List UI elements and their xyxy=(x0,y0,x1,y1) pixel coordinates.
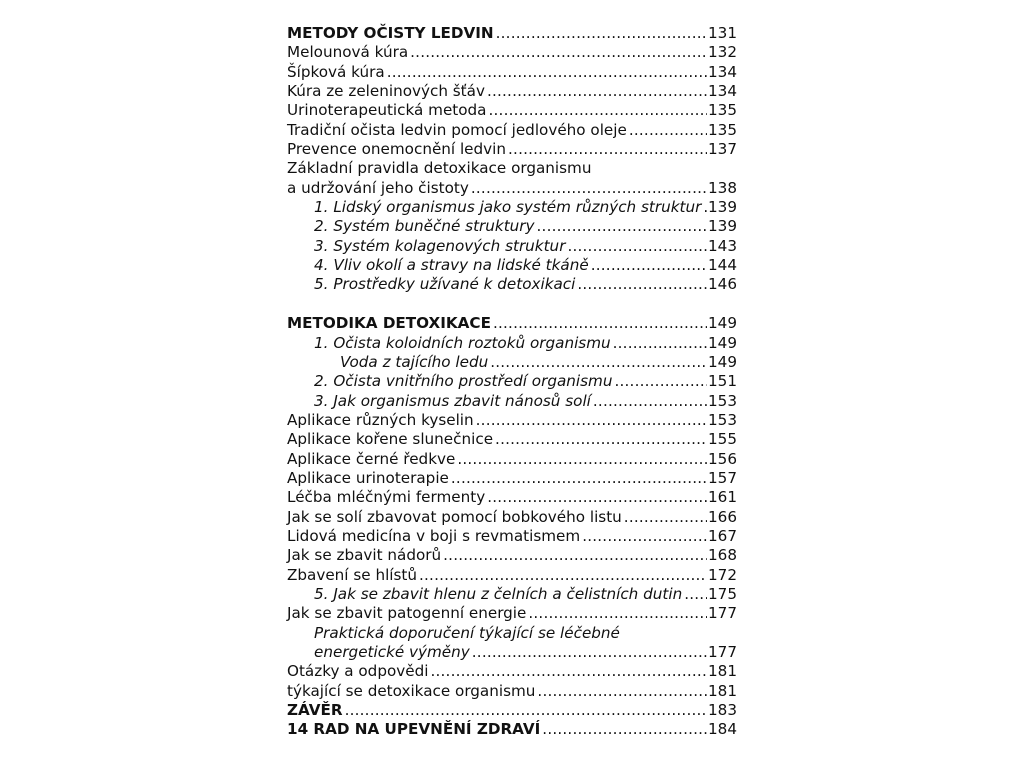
toc-page-number: 149 xyxy=(708,352,737,371)
toc-entry xyxy=(287,624,737,643)
toc-leader-dots xyxy=(490,353,707,372)
toc-entry-label: Urinoterapeutická metoda xyxy=(287,101,487,120)
toc-entry xyxy=(287,179,737,198)
toc-entry xyxy=(287,334,737,353)
toc-entry xyxy=(287,527,737,546)
toc-entry-label: Aplikace různých kyselin xyxy=(287,410,474,429)
toc-leader-dots xyxy=(629,121,707,140)
toc-page-number: 156 xyxy=(708,449,737,468)
toc-leader-dots xyxy=(496,24,707,43)
toc-entry-label: Voda z tajícího ledu xyxy=(340,352,489,371)
toc-page-number: 177 xyxy=(708,643,737,661)
toc-page-number: 157 xyxy=(708,468,737,487)
toc-page-number: 184 xyxy=(708,720,737,739)
toc-entry-label: Jak se solí zbavovat pomocí bobkového listu xyxy=(287,507,622,526)
toc-leader-dots xyxy=(471,179,707,198)
toc-entry xyxy=(287,566,737,585)
toc-entry xyxy=(287,469,737,488)
toc-page-number: 172 xyxy=(708,565,737,584)
toc-page-number: 153 xyxy=(708,391,737,410)
toc-leader-dots xyxy=(542,720,707,739)
toc-page-number: 149 xyxy=(708,333,737,352)
toc-entry-label: Praktická doporučení týkající se léčebné xyxy=(314,623,620,642)
toc-entry xyxy=(287,643,737,662)
toc-entry xyxy=(287,682,737,701)
toc-entry xyxy=(287,63,737,82)
toc-entry xyxy=(287,720,737,739)
toc-entry xyxy=(287,198,737,217)
toc-entry xyxy=(287,314,737,333)
toc-entry-label: METODY OČISTY LEDVIN xyxy=(287,24,494,42)
toc-entry-label: Melounová kúra xyxy=(287,43,409,62)
toc-leader-dots xyxy=(387,63,707,82)
toc-entry xyxy=(287,488,737,507)
toc-entry xyxy=(287,392,737,411)
toc-page-number: 181 xyxy=(708,662,737,681)
toc-leader-dots xyxy=(430,662,707,681)
toc-page-number: 135 xyxy=(708,120,737,139)
toc-entry-label: 5. Prostředky užívané k detoxikaci xyxy=(314,275,576,294)
toc-leader-dots xyxy=(487,82,707,101)
toc-entry xyxy=(287,24,737,43)
toc-page-number: 139 xyxy=(708,217,737,236)
toc-page-number: 134 xyxy=(708,82,737,101)
toc-leader-dots xyxy=(567,237,707,256)
toc-entry xyxy=(287,546,737,565)
toc-entry xyxy=(287,508,737,527)
toc-entry xyxy=(287,701,737,720)
toc-entry xyxy=(287,662,737,681)
toc-page-number: 153 xyxy=(708,410,737,429)
table-of-contents xyxy=(287,24,737,740)
toc-entry-label: Zbavení se hlístů xyxy=(287,565,417,584)
toc-page-number: 166 xyxy=(708,507,737,526)
toc-leader-dots xyxy=(528,604,707,623)
toc-page-number: 138 xyxy=(708,178,737,197)
toc-page-number: 132 xyxy=(708,43,737,62)
toc-entry-label: Prevence onemocnění ledvin xyxy=(287,140,507,159)
toc-entry xyxy=(287,237,737,256)
toc-leader-dots xyxy=(508,140,707,159)
toc-leader-dots xyxy=(443,546,707,565)
toc-leader-dots xyxy=(537,682,707,701)
toc-leader-dots xyxy=(593,392,707,411)
toc-entry-label: 5. Jak se zbavit hlenu z čelních a čelistních dutin xyxy=(314,584,683,603)
toc-entry xyxy=(287,256,737,275)
toc-entry xyxy=(287,430,737,449)
toc-page-number: 167 xyxy=(708,526,737,545)
toc-entry xyxy=(287,372,737,391)
toc-entry-label: 3. Jak organismus zbavit nánosů solí xyxy=(314,391,591,410)
toc-entry-label: Základní pravidla detoxikace organismu xyxy=(287,159,592,178)
toc-leader-dots xyxy=(419,566,707,585)
toc-page-number: 168 xyxy=(708,546,737,565)
toc-entry xyxy=(287,604,737,623)
toc-entry-label: Tradiční očista ledvin pomocí jedlového oleje xyxy=(287,120,627,139)
toc-entry-label: Aplikace urinoterapie xyxy=(287,468,449,487)
toc-leader-dots xyxy=(488,101,707,120)
toc-page-number: 137 xyxy=(708,140,737,159)
toc-page-number: 149 xyxy=(708,314,737,333)
toc-leader-dots xyxy=(487,488,707,507)
toc-page-number: 139 xyxy=(708,198,737,217)
toc-page-number: 135 xyxy=(708,101,737,120)
toc-leader-dots xyxy=(410,43,707,62)
toc-entry xyxy=(287,275,737,294)
toc-entry-label: Kúra ze zeleninových šťáv xyxy=(287,82,485,101)
toc-leader-dots xyxy=(614,372,707,391)
toc-page-number: 151 xyxy=(708,372,737,391)
toc-leader-dots xyxy=(703,198,707,217)
toc-leader-dots xyxy=(345,701,707,720)
toc-leader-dots xyxy=(457,450,707,469)
toc-page-number: 131 xyxy=(708,24,737,42)
toc-entry-label: 14 RAD NA UPEVNĚNÍ ZDRAVÍ xyxy=(287,720,541,739)
toc-entry-label: Aplikace černé ředkve xyxy=(287,449,456,468)
toc-entry-label: ZÁVĚR xyxy=(287,701,343,720)
toc-page-number: 146 xyxy=(708,275,737,294)
toc-entry-label: 3. Systém kolagenových struktur xyxy=(314,236,566,255)
toc-leader-dots xyxy=(495,430,707,449)
toc-leader-dots xyxy=(493,314,707,333)
toc-entry-label: 2. Očista vnitřního prostředí organismu xyxy=(314,372,613,391)
toc-entry xyxy=(287,450,737,469)
toc-page-number: 134 xyxy=(708,62,737,81)
toc-entry-label: Jak se zbavit nádorů xyxy=(287,546,442,565)
toc-entry xyxy=(287,159,737,178)
toc-leader-dots xyxy=(476,411,707,430)
toc-entry xyxy=(287,217,737,236)
toc-entry xyxy=(287,82,737,101)
toc-page-number: 177 xyxy=(708,604,737,623)
toc-entry-label: energetické výměny xyxy=(314,643,470,661)
toc-entry-label: Jak se zbavit patogenní energie xyxy=(287,604,527,623)
toc-page-number: 144 xyxy=(708,256,737,275)
toc-entry xyxy=(287,353,737,372)
toc-leader-dots xyxy=(684,585,707,604)
toc-entry-label: týkající se detoxikace organismu xyxy=(287,681,536,700)
toc-leader-dots xyxy=(451,469,707,488)
toc-entry-label: Léčba mléčnými fermenty xyxy=(287,488,486,507)
toc-leader-dots xyxy=(624,508,707,527)
toc-entry xyxy=(287,140,737,159)
toc-leader-dots xyxy=(472,643,707,662)
toc-leader-dots xyxy=(577,275,707,294)
toc-page-number: 143 xyxy=(708,236,737,255)
toc-leader-dots xyxy=(591,256,707,275)
toc-entry-label: Šípková kúra xyxy=(287,62,385,81)
toc-entry xyxy=(287,121,737,140)
toc-page-number: 183 xyxy=(708,701,737,720)
toc-entry-label: METODIKA DETOXIKACE xyxy=(287,314,491,333)
toc-entry-label: a udržování jeho čistoty xyxy=(287,178,469,197)
toc-entry xyxy=(287,43,737,62)
toc-leader-dots xyxy=(537,217,707,236)
toc-entry-label: 2. Systém buněčné struktury xyxy=(314,217,535,236)
toc-entry xyxy=(287,411,737,430)
toc-entry-label: 1. Lidský organismus jako systém různých struktur xyxy=(314,198,702,217)
toc-page-number: 155 xyxy=(708,430,737,449)
toc-page-number: 181 xyxy=(708,681,737,700)
toc-page-number: 175 xyxy=(708,584,737,603)
toc-entry-label: Lidová medicína v boji s revmatismem xyxy=(287,526,581,545)
toc-leader-dots xyxy=(582,527,707,546)
toc-entry-label: 4. Vliv okolí a stravy na lidské tkáně xyxy=(314,256,589,275)
toc-entry xyxy=(287,101,737,120)
toc-entry-label: 1. Očista koloidních roztoků organismu xyxy=(314,333,611,352)
toc-entry-label: Aplikace kořene slunečnice xyxy=(287,430,494,449)
toc-leader-dots xyxy=(613,334,707,353)
toc-entry xyxy=(287,585,737,604)
toc-page-number: 161 xyxy=(708,488,737,507)
toc-entry-label: Otázky a odpovědi xyxy=(287,662,429,681)
